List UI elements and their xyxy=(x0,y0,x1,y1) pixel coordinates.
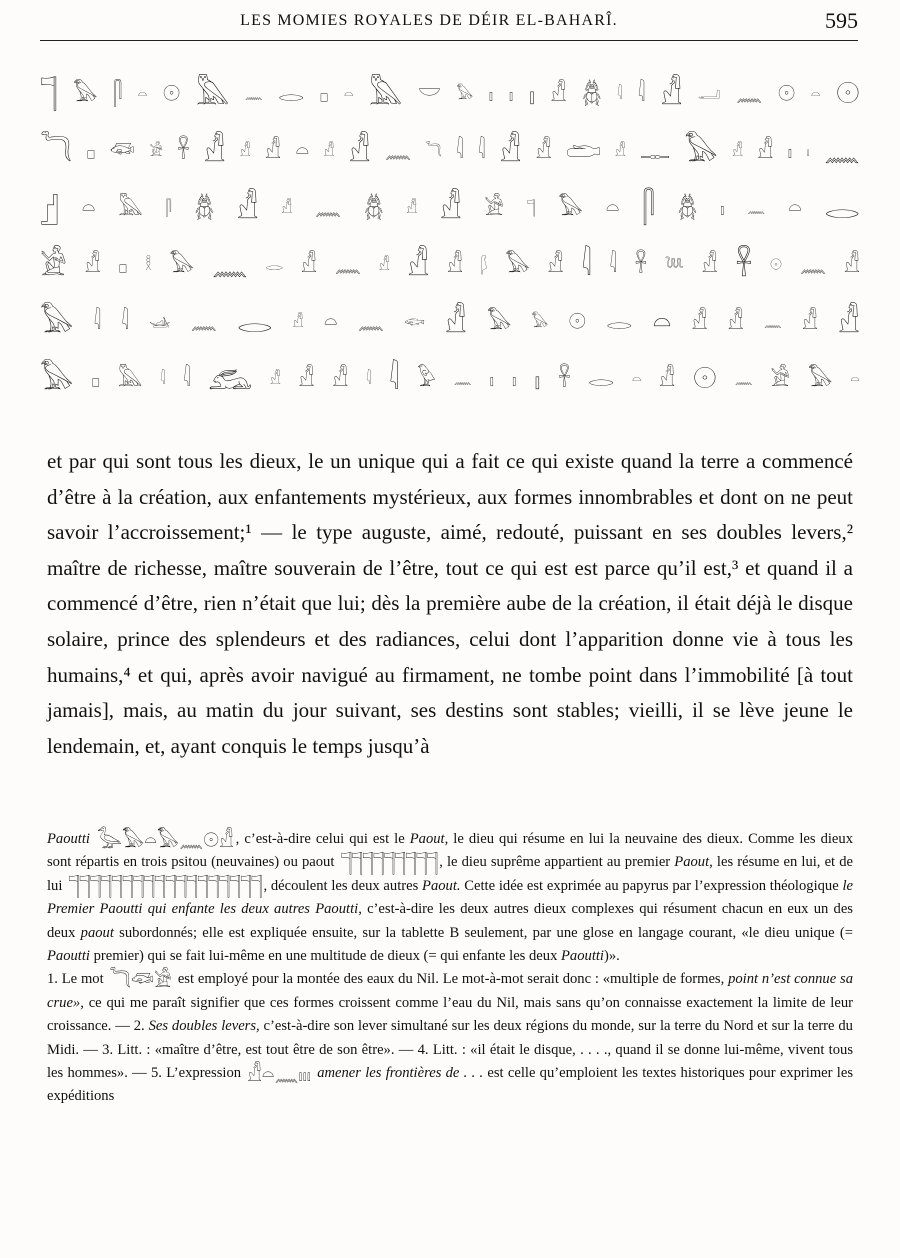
hieroglyph-row xyxy=(40,351,860,408)
hieroglyph: 𓀀 xyxy=(40,247,67,283)
hieroglyph: 𓊪 xyxy=(91,366,101,392)
note-term: Paoutti xyxy=(47,831,90,847)
hieroglyph: 𓏏 xyxy=(810,85,821,103)
hieroglyph: 𓀭 xyxy=(439,190,462,226)
hieroglyph: 𓀭 xyxy=(659,366,676,392)
hieroglyph: 𓇋 xyxy=(183,366,191,392)
note-italic: Paout, xyxy=(409,831,449,847)
hieroglyph: 𓇋 xyxy=(477,138,486,164)
hieroglyph: 𓊹 xyxy=(40,76,58,112)
footnote-paoutti xyxy=(47,828,853,968)
hieroglyph: 𓀭 xyxy=(757,138,774,164)
note-italic: Ses doubles levers, xyxy=(148,1018,260,1035)
hieroglyph: 𓂋 xyxy=(588,366,615,392)
hieroglyph: 𓏤 xyxy=(787,138,793,164)
hieroglyph: 𓏏 xyxy=(81,195,96,221)
hieroglyph: 𓀭 xyxy=(270,370,281,388)
hieroglyph: 𓂋 xyxy=(606,309,633,335)
hieroglyph: 𓈖 xyxy=(334,252,362,278)
hieroglyph: 𓅓 xyxy=(118,195,143,221)
hieroglyph: 𓊃 xyxy=(640,138,671,164)
hieroglyph: 𓊨 xyxy=(40,190,59,226)
note-text: ce qui me paraît signifier que ces formes croissent comme l’eau du Nil, mais sans qu’on connaisse exactement la limite de leur croissance. — 2. xyxy=(47,994,853,1035)
hieroglyph: 𓅃 xyxy=(531,313,549,331)
hieroglyph: 𓏤 xyxy=(719,195,725,221)
hieroglyph: 𓇳 xyxy=(568,309,587,335)
hieroglyph: 𓈖 xyxy=(824,133,860,169)
hieroglyph: 𓅃 xyxy=(40,304,74,340)
hieroglyph: 𓈖 xyxy=(211,247,248,283)
hieroglyph: 𓀭 xyxy=(691,309,708,335)
hieroglyph: 𓀭 xyxy=(535,138,552,164)
hieroglyph: 𓋹 xyxy=(735,247,753,283)
hieroglyph: 𓆓 xyxy=(425,142,442,160)
hieroglyph: 𓈖 xyxy=(314,195,342,221)
hieroglyph: 𓀭 xyxy=(843,252,860,278)
hieroglyph: 𓅃 xyxy=(558,195,583,221)
hieroglyph: 𓀭 xyxy=(499,133,522,169)
hieroglyph: 𓊪 xyxy=(86,138,96,164)
hieroglyph: 𓎛 xyxy=(145,256,152,274)
hieroglyph: 𓀀 xyxy=(770,366,791,392)
hieroglyph: 𓇋 xyxy=(609,252,617,278)
main-text xyxy=(47,444,853,764)
hieroglyph: 𓆄 xyxy=(480,256,488,274)
hieroglyph: 𓀭 xyxy=(445,304,467,340)
note-text: 1. Le mot xyxy=(47,971,108,988)
hieroglyph: 𓀭 xyxy=(838,304,860,340)
hieroglyph: 𓏏 xyxy=(295,138,310,164)
hieroglyph: 𓏏 xyxy=(787,195,802,221)
hieroglyph: 𓇳 xyxy=(777,81,796,107)
hieroglyph: 𓆙 xyxy=(664,256,684,274)
hieroglyph: 𓏤 xyxy=(806,142,810,160)
hieroglyph: 𓂋 xyxy=(278,81,305,107)
note-italic: Paout, xyxy=(674,854,713,871)
hieroglyph: 𓀭 xyxy=(84,252,101,278)
note-italic: Paoutti xyxy=(47,948,90,965)
hieroglyph: 𓆓 xyxy=(40,133,73,169)
hieroglyph: 𓀭 xyxy=(239,142,251,160)
note-text: le dieu qui résume en lui la neuvaine des dieux. Comme les dieux sont répartis en trois psitou (neuvaines) ou paout xyxy=(47,831,853,871)
hieroglyph: 𓎟 xyxy=(417,81,442,107)
hieroglyph: 𓇳 xyxy=(692,361,717,397)
hieroglyph: 𓀭 xyxy=(301,252,317,278)
hieroglyph: 𓏏 xyxy=(605,195,620,221)
note-text: les résume en lui, et de lui xyxy=(47,854,853,894)
hieroglyph: 𓀀 xyxy=(149,142,163,160)
note-italic: amener les frontières de . . . xyxy=(312,1065,484,1082)
note-text: subordonnés; elle est expliquée ensuite, sur la tablette B seulement, par une glose en langage courant, «le dieu unique (= xyxy=(113,924,853,941)
hieroglyph: 𓀭 xyxy=(801,309,818,335)
note-text: , découlent les deux autres xyxy=(263,877,423,894)
hieroglyph: 𓇋 xyxy=(160,370,166,388)
hieroglyph: 𓊹 xyxy=(526,199,536,217)
hieroglyph: 𓆟 xyxy=(404,313,425,331)
hieroglyph: 𓈖 xyxy=(799,252,827,278)
hieroglyph: 𓅃 xyxy=(40,361,74,397)
main-paragraph: et par qui sont tous les dieux, le un unique qui a fait ce qui existe quand la terre a commencé d’être à la création, aux enfantements mystérieux, aux formes innombrables et dont on ne peut savoir l’accroissement;¹ — le type auguste, aimé, redouté, puissant en ses doubles levers,² maître de richesse, maître souverain de l’être, tout ce qui est est parce qu’il est,³ et quand il a commencé d’être, rien n’était que lui; dès la première aube de la création, il était déjà le disque solaire, prince des splendeurs et des radiances, celui dont l’apparition donne vie à tous les humains,⁴ et qui, après avoir navigué au firmament, ne tombe point dans l’immobilité [à tout jamais], mais, au matin du jour suivant, ses destins sont stables; vieilli, il se lève jeune le lendemain, et, ayant conquis le temps jusqu’à xyxy=(47,449,853,758)
hieroglyph: 𓇋 xyxy=(617,85,623,103)
hieroglyph: 𓀭 xyxy=(203,133,226,169)
note-italic: point n’est connue sa crue», xyxy=(47,971,853,1011)
hieroglyph: 𓏤 xyxy=(508,81,514,107)
hieroglyph-group: 𓊹𓊹𓊹𓊹𓊹𓊹𓊹𓊹𓊹𓊹𓊹𓊹𓊹𓊹𓊹𓊹𓊹𓊹 xyxy=(68,874,262,899)
hieroglyph: 𓈖 xyxy=(453,370,472,388)
hieroglyph: 𓀭 xyxy=(406,199,418,217)
hieroglyph-row xyxy=(40,123,860,180)
note-text: est employé pour la montée des eaux du Nil. Le mot-à-mot serait donc : «multiple de formes, xyxy=(174,971,729,988)
hieroglyph: 𓆛 xyxy=(109,138,136,164)
hieroglyph-group: 𓆓𓆛𓀀 xyxy=(109,968,173,993)
hieroglyph: 𓇋 xyxy=(93,309,102,335)
hieroglyph: 𓇳 xyxy=(835,76,860,112)
hieroglyph: 𓀭 xyxy=(447,252,464,278)
hieroglyph: 𓏤 xyxy=(489,366,495,392)
hieroglyph-row xyxy=(40,180,860,237)
hieroglyph: 𓆣 xyxy=(677,195,698,221)
hieroglyph: 𓅓 xyxy=(195,76,230,112)
hieroglyph: 𓈖 xyxy=(190,309,217,335)
hieroglyph: 𓅃 xyxy=(684,133,718,169)
hieroglyph: 𓀭 xyxy=(732,142,744,160)
hieroglyph-group: 𓊹𓊹𓊹𓊹𓊹𓊹𓊹𓊹𓊹 xyxy=(340,851,438,876)
note-text: Cette idée est exprimée au papyrus par l’expression théologique xyxy=(460,877,843,894)
running-head: LES MOMIES ROYALES DE DÉIR EL-BAHARÎ. xyxy=(240,12,618,29)
hieroglyph: 𓏏 xyxy=(850,370,860,388)
hieroglyph: 𓋴 xyxy=(165,199,172,217)
hieroglyph: 𓂋 xyxy=(265,256,284,274)
hieroglyph: 𓀭 xyxy=(727,309,744,335)
hieroglyph: 𓅓 xyxy=(368,76,403,112)
hieroglyph: 𓀭 xyxy=(332,366,349,392)
hieroglyph: 𓀭 xyxy=(292,313,304,331)
page-header xyxy=(40,8,858,41)
hieroglyph: 𓏏 xyxy=(323,309,338,335)
hieroglyph: 𓈖 xyxy=(244,85,263,103)
hieroglyph: 𓏤 xyxy=(528,76,536,112)
hieroglyph: 𓋴 xyxy=(113,81,123,107)
hieroglyph: 𓀭 xyxy=(550,81,567,107)
hieroglyph: 𓀭 xyxy=(281,199,293,217)
hieroglyph-row xyxy=(40,237,860,294)
hieroglyph: 𓅱 xyxy=(417,366,436,392)
hieroglyph: 𓏤 xyxy=(511,366,517,392)
note-text: c’est-à-dire son lever simultané sur les deux régions du monde, sur la terre du Nord et sur la terre du Midi. — 3. Litt. : «maître d’être, est tout être de son être». — 4. Litt. : «il était le disque, . . . ., quand il se donne lui-même, vivent tous les hommes». — 5. L’expression xyxy=(47,1018,853,1082)
page-number: 595 xyxy=(825,8,858,33)
note-text: )». xyxy=(604,948,620,965)
hieroglyph: 𓏤 xyxy=(488,81,494,107)
hieroglyph: 𓏏 xyxy=(343,85,354,103)
hieroglyph: 𓋹 xyxy=(634,252,648,278)
hieroglyph: 𓈖 xyxy=(357,309,385,335)
hieroglyph: 𓈖 xyxy=(735,81,763,107)
hieroglyph: 𓈖 xyxy=(734,370,753,388)
hieroglyph: 𓇋 xyxy=(121,309,129,335)
note-text: est celle qu’emploient les textes historiques pour exprimer les expéditions xyxy=(47,1065,853,1105)
hieroglyph: 𓆣 xyxy=(581,81,602,107)
hieroglyph: 𓀭 xyxy=(348,133,371,169)
hieroglyph: 𓇋 xyxy=(581,247,592,283)
hieroglyph: 𓂋 xyxy=(824,190,860,226)
hieroglyph-row xyxy=(40,66,860,123)
hieroglyph: 𓊛 xyxy=(149,313,171,331)
hieroglyph: 𓈖 xyxy=(763,313,782,331)
note-text: c’est-à-dire les deux autres dieux complexes qui résument chacun en eux un des deux xyxy=(47,901,853,941)
footnote-numbered xyxy=(47,968,853,1108)
note-italic: Paout. xyxy=(422,877,461,894)
hieroglyph: 𓋹 xyxy=(558,366,571,392)
hieroglyph: 𓀭 xyxy=(323,142,335,160)
hieroglyph: 𓀭 xyxy=(660,76,683,112)
footnotes xyxy=(47,828,853,1109)
hieroglyph: 𓂧 xyxy=(566,138,601,164)
hieroglyph: 𓇋 xyxy=(388,361,400,397)
hieroglyph: 𓀭 xyxy=(407,247,430,283)
note-text: , c’est-à-dire celui qui est le xyxy=(235,831,410,847)
hieroglyph: 𓏏 xyxy=(137,85,148,103)
hieroglyph: 𓀭 xyxy=(265,138,282,164)
hieroglyph: 𓏏 xyxy=(652,304,672,340)
hieroglyph: 𓀀 xyxy=(484,195,505,221)
hieroglyph: 𓀭 xyxy=(378,256,390,274)
note-italic: le Premier Paoutti qui enfante les deux autres Paoutti, xyxy=(47,877,854,918)
hieroglyph: 𓏏 xyxy=(631,370,642,388)
hieroglyph: 𓇋 xyxy=(637,81,646,107)
hieroglyph: 𓀭 xyxy=(615,142,626,160)
hieroglyph: 𓏤 xyxy=(534,361,541,397)
hieroglyph: 𓀭 xyxy=(236,190,259,226)
hieroglyph: 𓈖 xyxy=(747,199,766,217)
hieroglyph: 𓅃 xyxy=(73,81,98,107)
hieroglyph: 𓅃 xyxy=(456,85,474,103)
note-text: , le dieu suprême appartient au premier xyxy=(439,854,675,871)
hieroglyph: 𓇳 xyxy=(769,256,783,274)
hieroglyph: 𓀭 xyxy=(701,252,718,278)
hieroglyph: 𓂋 xyxy=(237,304,273,340)
note-italic: Paoutti xyxy=(561,948,604,965)
hieroglyph: 𓇋 xyxy=(366,370,372,388)
hieroglyph: 𓅃 xyxy=(808,366,833,392)
hieroglyph: 𓇳 xyxy=(162,81,181,107)
hieroglyph: 𓂝 xyxy=(697,85,721,103)
hieroglyph: 𓅃 xyxy=(486,309,512,335)
hieroglyph-block xyxy=(40,66,860,408)
hieroglyph: 𓆣 xyxy=(363,195,384,221)
hieroglyph: 𓋴 xyxy=(642,190,655,226)
hieroglyph: 𓅃 xyxy=(169,252,195,278)
hieroglyph: 𓅃 xyxy=(505,252,530,278)
hieroglyph: 𓀭 xyxy=(298,366,315,392)
hieroglyph: 𓊪 xyxy=(118,252,128,278)
hieroglyph-row xyxy=(40,294,860,351)
hieroglyph: 𓅓 xyxy=(117,366,143,392)
note-text: premier) qui se fait lui-même en une multitude de dieux (= qui enfante les deux xyxy=(89,948,562,965)
hieroglyph-group: 𓅭𓅃𓏏𓅃𓈖𓇳𓀭 xyxy=(97,827,234,852)
note-italic: paout xyxy=(80,924,114,941)
hieroglyph: 𓀭 xyxy=(547,252,564,278)
hieroglyph: 𓈖 xyxy=(384,138,412,164)
hieroglyph: 𓊪 xyxy=(319,81,329,107)
hieroglyph: 𓆣 xyxy=(194,195,215,221)
hieroglyph: 𓇋 xyxy=(455,138,464,164)
hieroglyph: 𓋹 xyxy=(177,138,190,164)
hieroglyph-group: 𓀭𓏏𓈖𓏤𓏤𓏤 xyxy=(247,1061,311,1086)
hieroglyph: 𓃹 xyxy=(208,361,253,397)
